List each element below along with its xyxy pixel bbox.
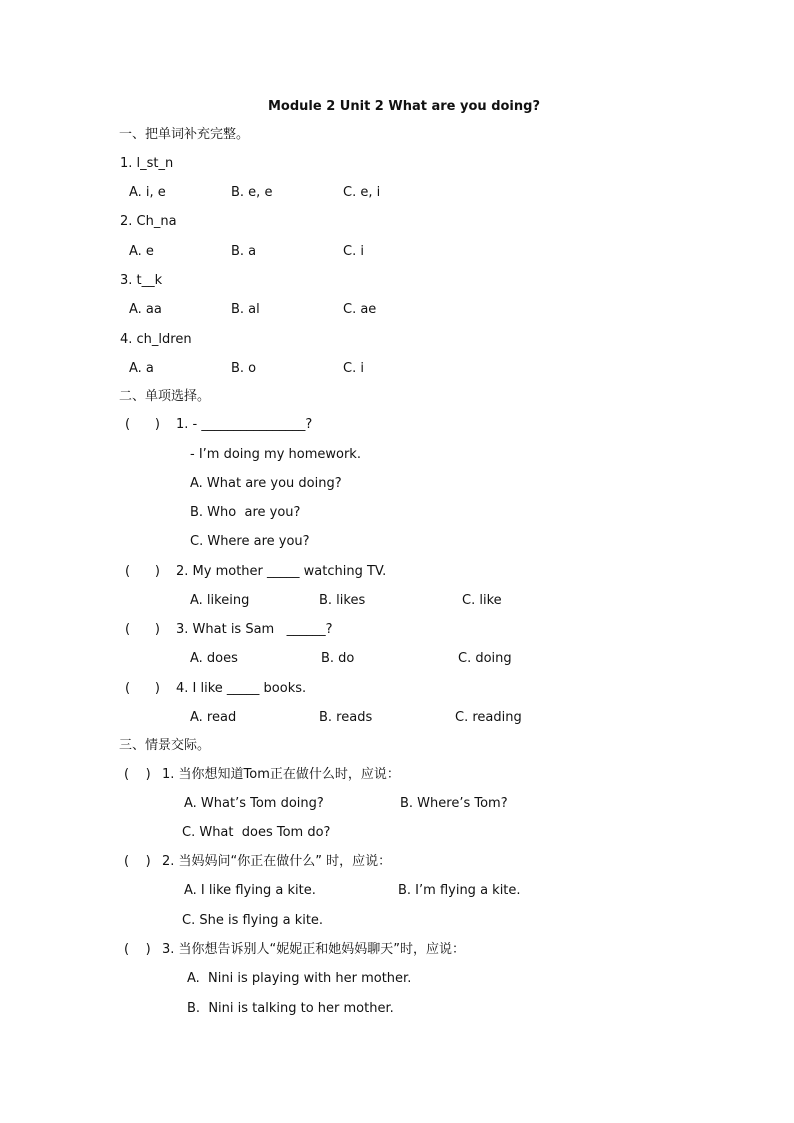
option-a: A. read <box>190 710 237 725</box>
question-stem: 1. - ________________? <box>176 417 313 432</box>
answer-paren: ( ) <box>125 564 160 579</box>
question-stem: 3. 当你想告诉别人“妮妮正和她妈妈聊天”时，应说： <box>162 942 466 957</box>
option-b: B. o <box>231 361 257 376</box>
option-b: B. a <box>231 244 257 259</box>
option-b: B. Where’s Tom? <box>400 796 508 811</box>
option-a: A. What are you doing? <box>190 476 342 491</box>
answer-paren: ( ) <box>124 767 151 782</box>
option-c: C. Where are you? <box>190 534 310 549</box>
question-stem: 1. 当你想知道Tom正在做什么时，应说： <box>162 767 400 782</box>
option-b: B. reads <box>319 710 373 725</box>
option-a: A. a <box>129 361 154 376</box>
answer-paren: ( ) <box>124 854 151 869</box>
question-stem: 1. l_st_n <box>120 156 174 171</box>
option-a: A. does <box>190 651 238 666</box>
option-a: A. I like flying a kite. <box>184 883 316 898</box>
page-title: Module 2 Unit 2 What are you doing? <box>268 99 540 114</box>
option-a: A. likeing <box>190 593 250 608</box>
section-heading: 一、把单词补充完整。 <box>119 127 250 142</box>
option-a: A. e <box>129 244 154 259</box>
option-c: C. like <box>462 593 502 608</box>
option-a: A. aa <box>129 302 162 317</box>
option-c: C. doing <box>458 651 512 666</box>
answer-paren: ( ) <box>125 681 160 696</box>
option-b: B. Who are you? <box>190 505 301 520</box>
question-stem: 3. What is Sam ______? <box>176 622 333 637</box>
option-c: C. i <box>343 244 364 259</box>
section-heading: 二、单项选择。 <box>119 389 211 404</box>
answer-paren: ( ) <box>125 417 160 432</box>
option-b: B. e, e <box>231 185 273 200</box>
question-stem: 2. Ch_na <box>120 214 177 229</box>
option-c: C. ae <box>343 302 377 317</box>
answer-paren: ( ) <box>125 622 160 637</box>
question-stem: 4. ch_ldren <box>120 332 192 347</box>
option-b: B. do <box>321 651 355 666</box>
option-a: A. Nini is playing with her mother. <box>187 971 412 986</box>
answer-paren: ( ) <box>124 942 151 957</box>
question-stem: 2. My mother _____ watching TV. <box>176 564 387 579</box>
option-c: C. e, i <box>343 185 381 200</box>
section-heading: 三、情景交际。 <box>119 738 211 753</box>
option-b: B. al <box>231 302 260 317</box>
option-a: A. i, e <box>129 185 166 200</box>
option-b: B. likes <box>319 593 366 608</box>
option-c: C. What does Tom do? <box>182 825 331 840</box>
question-stem: 3. t__k <box>120 273 163 288</box>
option-c: C. reading <box>455 710 522 725</box>
option-a: A. What’s Tom doing? <box>184 796 324 811</box>
dialogue-answer: - I’m doing my homework. <box>190 447 361 462</box>
option-c: C. She is flying a kite. <box>182 913 324 928</box>
option-c: C. i <box>343 361 364 376</box>
question-stem: 4. I like _____ books. <box>176 681 307 696</box>
option-b: B. I’m flying a kite. <box>398 883 521 898</box>
option-b: B. Nini is talking to her mother. <box>187 1001 394 1016</box>
question-stem: 2. 当妈妈问“你正在做什么” 时，应说： <box>162 854 392 869</box>
